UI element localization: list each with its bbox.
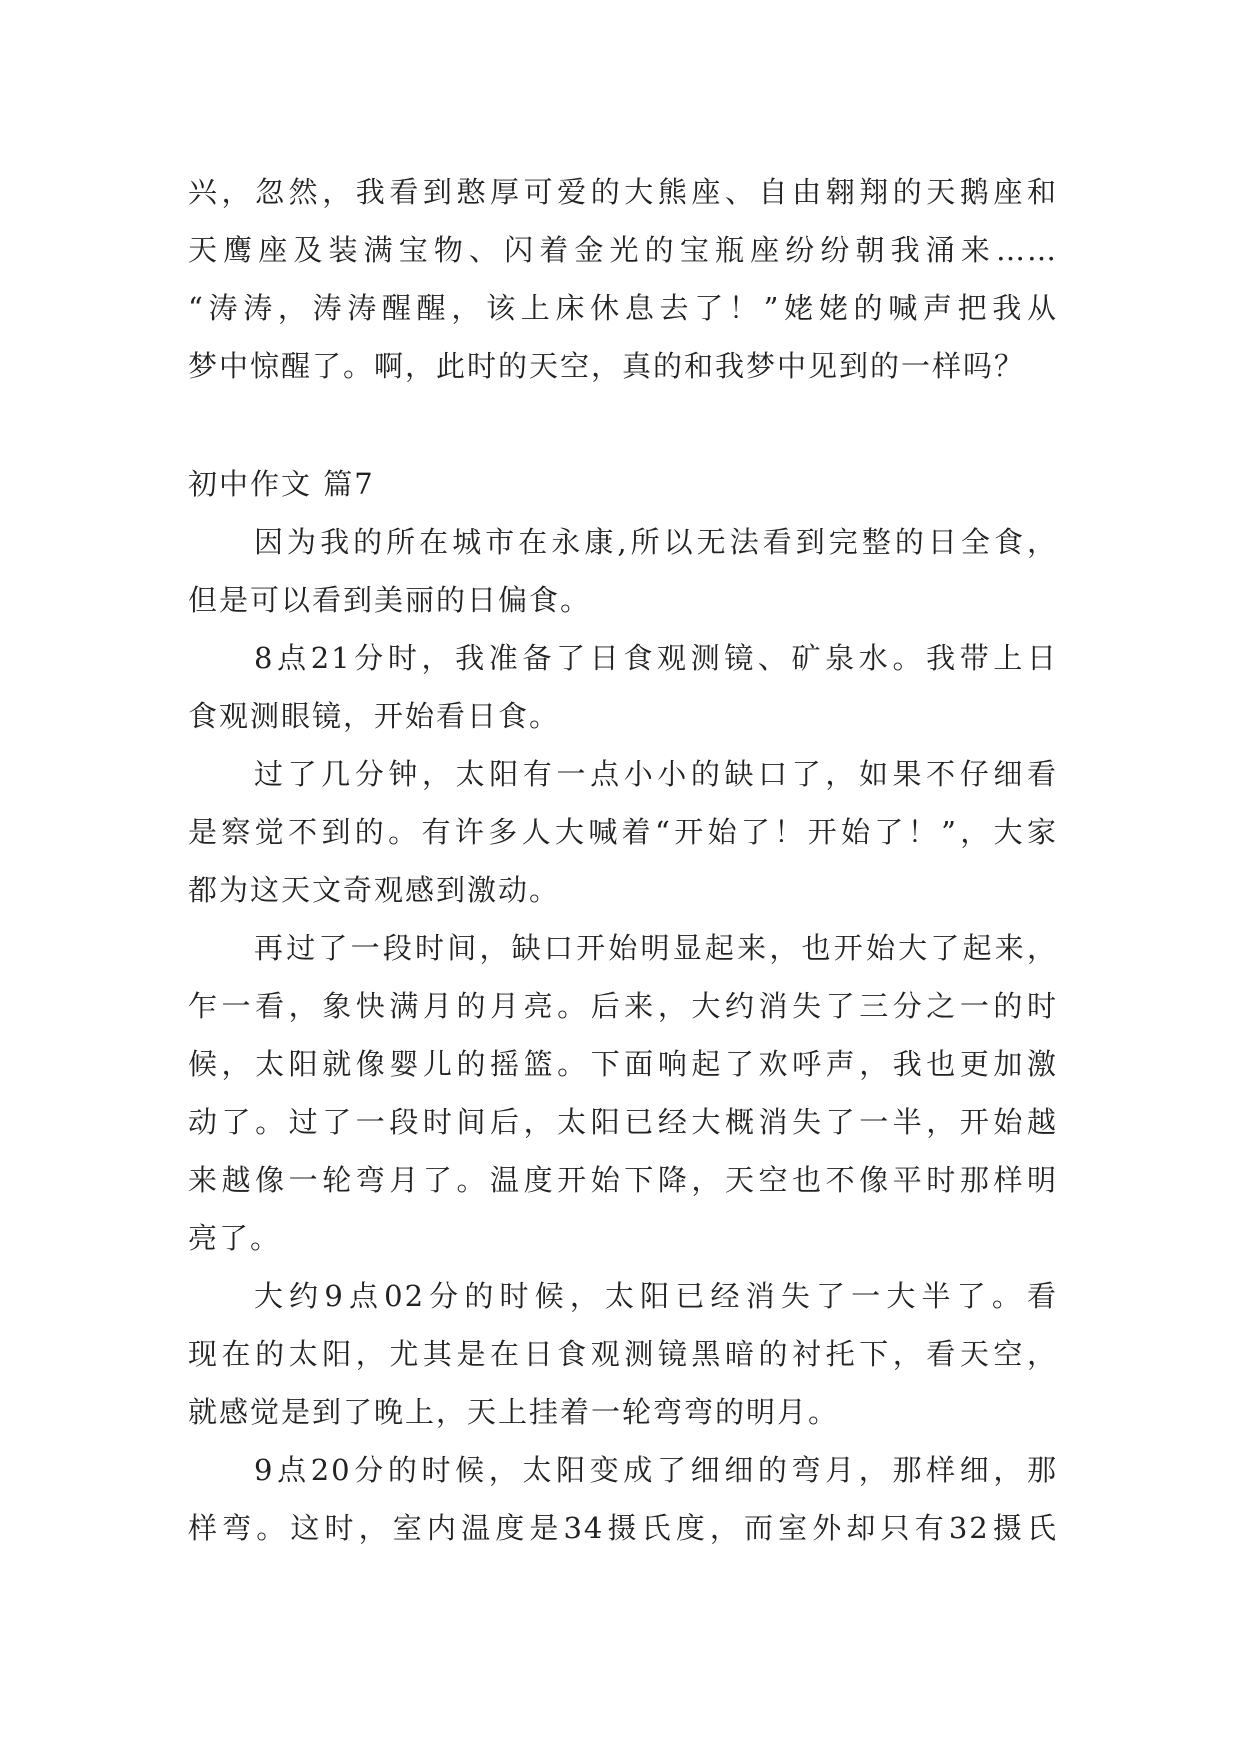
intro-paragraph xyxy=(188,163,1058,395)
paragraph-line: 动了。过了一段时间后，太阳已经大概消失了一半，开始越 xyxy=(188,1105,1058,1139)
paragraph-line: 就感觉是到了晚上，天上挂着一轮弯弯的明月。 xyxy=(188,1395,840,1429)
paragraph-line: 都为这天文奇观感到激动。 xyxy=(188,873,561,907)
intro-line-2: 天鹰座及装满宝物、闪着金光的宝瓶座纷纷朝我涌来…… xyxy=(188,233,1058,267)
paragraph-4 xyxy=(188,919,1058,1267)
paragraph-1 xyxy=(188,513,1058,629)
section-title: 初中作文 篇7 xyxy=(188,467,375,501)
paragraph-5 xyxy=(188,1267,1058,1441)
paragraph-line: 8点21分时，我准备了日食观测镜、矿泉水。我带上日 xyxy=(254,641,1058,675)
intro-line-4: 梦中惊醒了。啊，此时的天空，真的和我梦中见到的一样吗？ xyxy=(188,349,1026,383)
paragraph-line: 亮了。 xyxy=(188,1221,282,1255)
paragraph-line: 过了几分钟，太阳有一点小小的缺口了，如果不仔细看 xyxy=(254,757,1058,791)
paragraph-line: 再过了一段时间，缺口开始明显起来，也开始大了起来， xyxy=(254,931,1058,965)
paragraph-line: 候，太阳就像婴儿的摇篮。下面响起了欢呼声，我也更加激 xyxy=(188,1047,1058,1081)
intro-line-1: 兴，忽然，我看到憨厚可爱的大熊座、自由翱翔的天鹅座和 xyxy=(188,175,1058,209)
paragraph-line: 但是可以看到美丽的日偏食。 xyxy=(188,583,592,617)
paragraph-6 xyxy=(188,1441,1058,1557)
paragraph-line: 是察觉不到的。有许多人大喊着“开始了！开始了！”，大家 xyxy=(188,815,1058,849)
paragraph-line: 现在的太阳，尤其是在日食观测镜黑暗的衬托下，看天空， xyxy=(188,1337,1058,1371)
paragraph-line: 食观测眼镜，开始看日食。 xyxy=(188,699,561,733)
paragraph-line: 因为我的所在城市在永康,所以无法看到完整的日全食， xyxy=(254,525,1058,559)
paragraph-3 xyxy=(188,745,1058,919)
paragraph-2 xyxy=(188,629,1058,745)
paragraph-line: 样弯。这时，室内温度是34摄氏度，而室外却只有32摄氏 xyxy=(188,1511,1058,1545)
article-body xyxy=(188,455,1058,1557)
paragraph-line: 大约9点02分的时候，太阳已经消失了一大半了。看 xyxy=(254,1279,1058,1313)
paragraph-line: 乍一看，象快满月的月亮。后来，大约消失了三分之一的时 xyxy=(188,989,1058,1023)
intro-line-3: “涛涛，涛涛醒醒，该上床休息去了！”姥姥的喊声把我从 xyxy=(188,291,1058,325)
paragraph-line: 9点20分的时候，太阳变成了细细的弯月，那样细，那 xyxy=(254,1453,1058,1487)
paragraph-line: 来越像一轮弯月了。温度开始下降，天空也不像平时那样明 xyxy=(188,1163,1058,1197)
